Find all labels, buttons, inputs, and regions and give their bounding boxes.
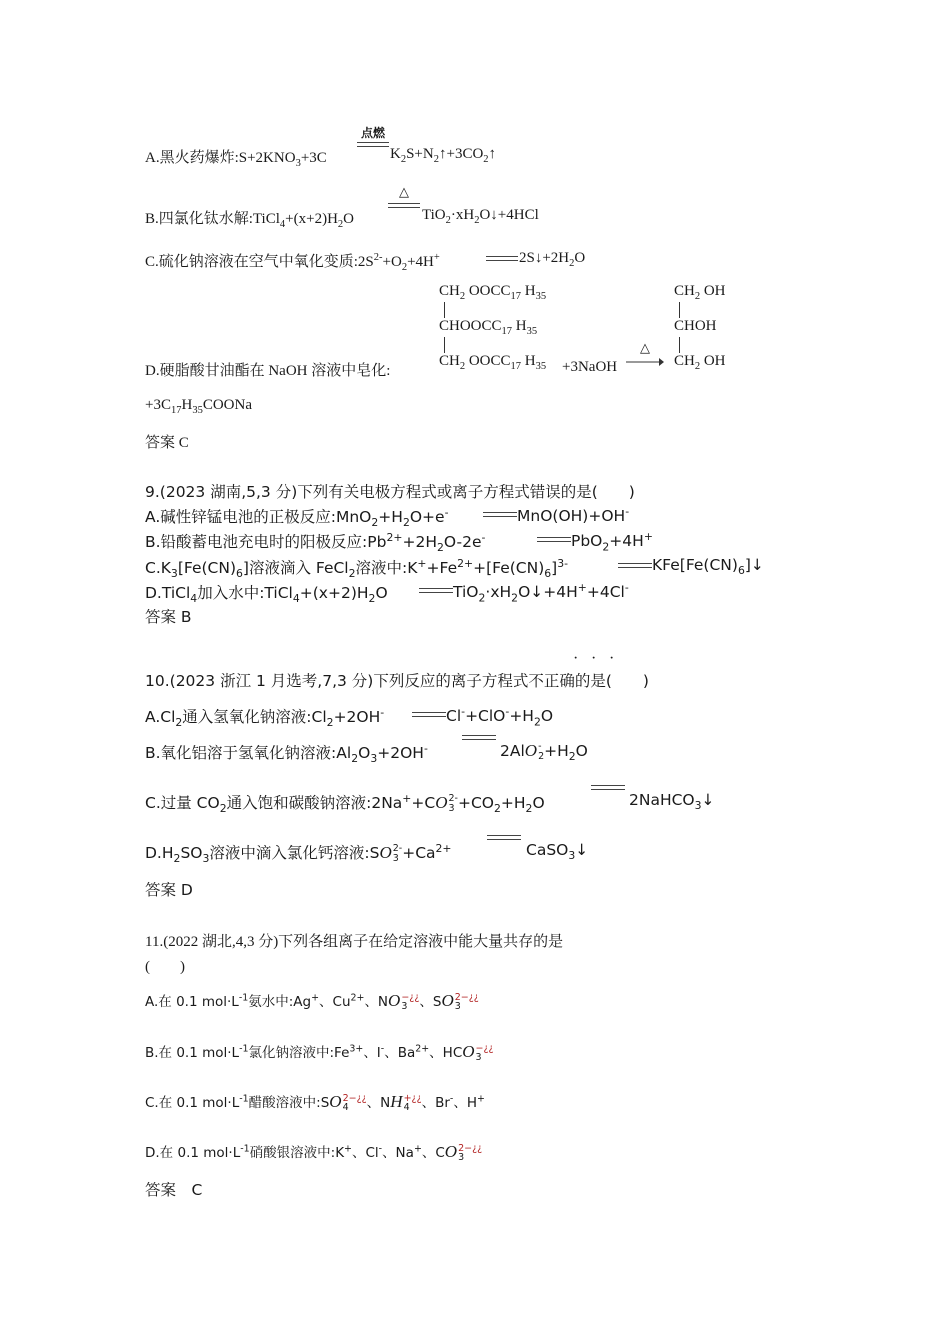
q10-stem: 10.(2023 浙江 1 月选考,7,3 分)下列反应的离子方程式不正确的是( ) [145,672,649,690]
ester-bond-2 [444,337,445,353]
q9-answer: 答案 B [145,608,192,626]
glycerol-bond-1 [679,302,680,318]
q10-c-equals-sign [591,785,625,790]
q10-option-c: C.过量 $CO_2$通入饱和碳酸钠溶液:2Na++CO2- $3 +CO_2+H_2O$ [145,791,545,816]
q11-option-c: C.在 0.1 $mol\cdot L^{-1}$醋酸溶液中:SO2−¿¿ 4 、NH+¿¿ 4 、Br-、H+ [145,1092,485,1113]
q8-a-condition: 点燃 [360,126,385,140]
q9-c-products: $KFe[Fe(CN)_6]↓$ [652,556,764,578]
q8-d-condition: △ [640,340,650,355]
q8-option-c: C.硫化钠溶液在空气中氧化变质$:2S^{2-}+O_2+4H^+$ [145,252,440,273]
q10-b-products: 2AlO- $2+H_2O$ [500,741,588,764]
q8-option-b: B.四氯化钛水解$:TiCl_4+(x+2)H_2O$ [145,211,354,230]
q10-option-b: B.氧化铝溶于氢氧化钠溶液$:Al_2O_3+2OH^-$ [145,741,428,766]
q9-d-products: $TiO_2\cdot xH_2O↓+4H^++4Cl^-$ [453,581,629,605]
q9-d-equals-sign [419,588,453,593]
q11-answer: 答案 C [145,1181,203,1199]
q9-option-d: D.TiCl$_4$加入水中$:TiCl_4+(x+2)H_2O$ [145,584,388,606]
q10-b-equals-sign [462,735,496,740]
q8-a-products: $K_2S+N_2↑+3CO_2↑$ [390,146,497,165]
q11-option-b: B.在 0.1 $mol\cdot L^{-1}$氯化钠溶液中$:Fe^{3+}$、I-、$Ba^{2+}$、HCO−¿¿ 3 [145,1042,494,1063]
ester-bond-1 [444,302,445,318]
q11-option-d: D.在 0.1 $mol\cdot L^{-1}$硝酸银溶液中:K+、Cl-、Na+、CO2−¿¿ 3 [145,1142,483,1163]
glycerol-bond-2 [679,337,680,353]
q8-b-condition: △ [399,184,409,199]
q10-a-products: $Cl^-+ClO^-+H_2O$ [446,705,554,729]
q11-stem-bracket: ( ) [145,959,185,975]
ester-row-1: $CH_2$ $OOCC_{17}$ $H_{35}$ [439,283,547,302]
q11-option-a: A.在 0.1 $mol\cdot L^{-1}$氨水中:Ag+、$Cu^{2+}$、NO−¿¿ 3 、SO2−¿¿ 3 [145,991,479,1012]
emphasis-dot: · [591,650,597,667]
q9-a-products: MnO(OH)+OH- [517,505,630,526]
q10-d-equals-sign [487,835,521,840]
q8-option-d: D.硬脂酸甘油酯在 NaOH 溶液中皂化: [145,363,391,379]
q9-b-products: PbO$_2$+4H+ [571,530,653,554]
glycerol-row-2: CHOH [674,318,717,334]
glycerol-row-1: $CH_2$ OH [674,283,726,302]
q11-stem: 11.(2022 湖北,4,3 分)下列各组离子在给定溶液中能大量共存的是 [145,934,564,950]
reaction-arrow-icon [626,357,664,367]
q8-c-products: $2S↓+2H_2O$ [519,250,586,269]
q8-c-equals-sign [486,256,518,261]
ester-row-3: $CH_2$ $OOCC_{17}$ $H_{35}$ [439,353,547,372]
q10-option-a: $A.Cl_2$通入氢氧化钠溶液$:Cl_2+2OH^-$ [145,705,385,730]
q8-option-a: A.黑火药爆炸$:S+2KNO_3+3C$ [145,150,327,169]
emphasized-text: 不正确 [528,672,575,690]
q9-option-a: A.碱性锌锰电池的正极反应$:MnO_2+H_2O+e^-$ [145,505,449,530]
q8-b-products: $TiO_2\cdot xH_2O↓+4HCl$ [422,207,539,226]
q10-a-equals-sign [412,712,446,717]
q9-b-equals-sign [537,537,571,542]
q10-answer: 答案 D [145,881,193,899]
emphasis-dot: · [609,650,615,667]
q9-option-b: B.铅酸蓄电池充电时的阳极反应$:Pb^{2+}+2H_2O-2e^-$ [145,530,486,555]
q8-b-equals-sign [388,203,420,208]
q9-a-equals-sign [483,512,517,517]
q10-d-products: CaSO$_3$↓ [526,841,589,863]
emphasis-dot: · [573,650,579,667]
q10-option-d: $D.H_2SO_3$溶液中滴入氯化钙溶液:SO2- $3 +Ca^{2+}$ [145,841,452,866]
q8-d-tail: $+3C_{17}H_{35}COONa$ [145,397,252,416]
q10-c-products: 2NaHCO$_3$↓ [629,791,715,813]
q8-answer: 答案 C [145,435,189,451]
q9-option-c: $C.K_3[Fe(CN)_6]$溶液滴入 FeCl$_2$溶液中$:K^++Fe^{2+}+[Fe(CN)_6]^{3-}$ [145,556,569,581]
ester-row-2: $CHOOCC_{17}$ $H_{35}$ [439,318,538,337]
q9-stem: 9.(2023 湖南,5,3 分)下列有关电极方程式或离子方程式错误的是( ) [145,483,635,501]
q8-a-equals-sign [357,142,389,147]
glycerol-row-3: $CH_2$ OH [674,353,726,372]
q9-c-equals-sign [618,563,652,568]
q8-d-naoh: +3NaOH [562,359,618,375]
